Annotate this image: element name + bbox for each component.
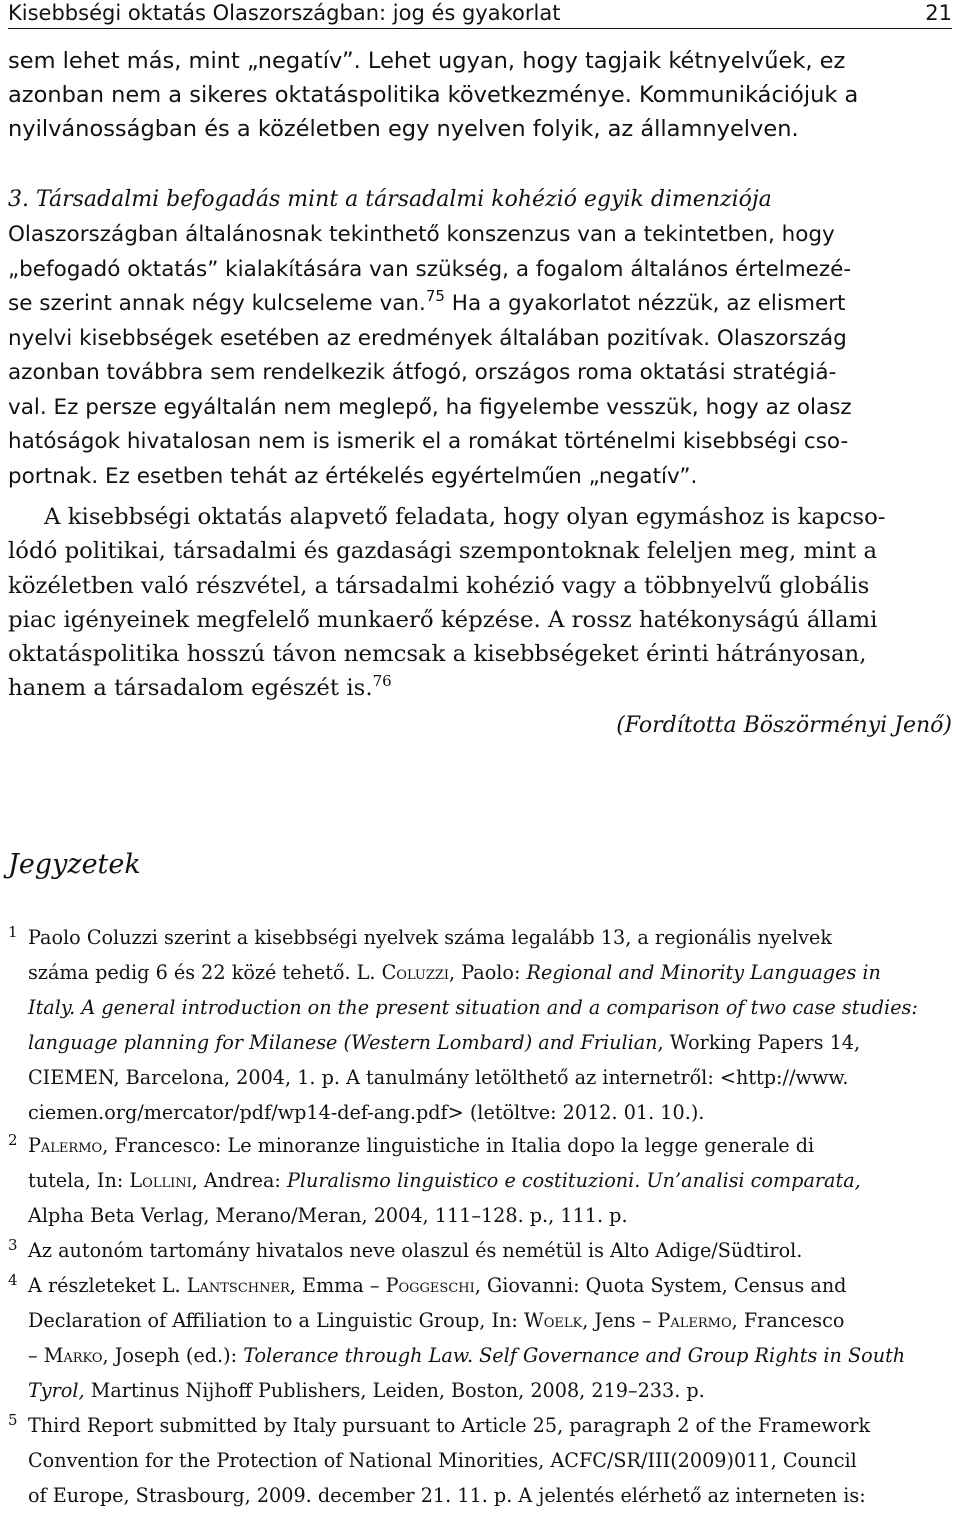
text-segment: , Andrea: [191, 1169, 287, 1192]
text-segment: hanem a társadalom egészét is. [8, 675, 373, 702]
footnote-number: 5 [8, 1411, 18, 1429]
author-name: Coluzzi [381, 961, 450, 984]
text-line: lódó politikai, társadalmi és gazdasági szempontoknak feleljen meg, mint a [8, 538, 878, 565]
text-segment: Martinus Nijhoff Publishers, Leiden, Boston, 2008, 219–233. p. [84, 1379, 705, 1402]
text-line [28, 1338, 952, 1373]
work-title: Italy. A general introduction on the present situation and a comparison of two case studies: [28, 996, 918, 1019]
work-title: Tolerance through Law. Self Governance and Group Rights in South [243, 1344, 906, 1367]
text-line [28, 1128, 952, 1163]
work-title: Pluralismo linguistico e costituzioni. Un’analisi comparata, [286, 1169, 861, 1192]
notes-heading: Jegyzetek [8, 849, 141, 880]
footnote-number: 1 [8, 923, 18, 941]
text-segment: tutela, In: [28, 1169, 130, 1192]
text-segment: A részleteket L. [28, 1274, 187, 1297]
footnote-ref-76[interactable]: 76 [372, 672, 392, 691]
text-line: Alpha Beta Verlag, Merano/Meran, 2004, 111–128. p., 111. p. [28, 1204, 628, 1227]
header-title: Kisebbségi oktatás Olaszországban: jog és gyakorlat [8, 1, 561, 25]
work-title: Regional and Minority Languages in [526, 961, 881, 984]
text-line [28, 955, 952, 990]
text-line: Paolo Coluzzi szerint a kisebbségi nyelvek száma legalább 13, a regionális nyelvek [28, 926, 832, 949]
author-name: Palermo [657, 1309, 732, 1332]
body-paragraph-1 [8, 218, 952, 494]
text-segment: Ha a gyakorlatot nézzük, az elismert [444, 291, 846, 316]
text-segment: , Francesco: Le minoranze linguistiche in Italia dopo la legge generale di [102, 1134, 815, 1157]
text-segment: , Jens – [582, 1309, 658, 1332]
text-line: of Europe, Strasbourg, 2009. december 21. 11. p. A jelentés elérhető az interneten is: [28, 1484, 866, 1507]
page-number: 21 [925, 1, 952, 25]
footnote-ref-75[interactable]: 75 [425, 287, 445, 305]
text-line [28, 1303, 952, 1338]
text-line: ciemen.org/mercator/pdf/wp14-def-ang.pdf> (letöltve: 2012. 01. 10.). [28, 1101, 705, 1124]
text-segment: , Emma – [289, 1274, 386, 1297]
text-line: hatóságok hivatalosan nem is ismerik el a romákat történelmi kisebbségi cso- [8, 429, 849, 454]
intro-paragraph [8, 44, 952, 146]
text-line: Third Report submitted by Italy pursuant to Article 25, paragraph 2 of the Framework [28, 1414, 871, 1437]
text-segment: , Giovanni: Quota System, Census and [474, 1274, 847, 1297]
text-line [8, 287, 952, 322]
text-line [8, 671, 952, 705]
text-line: oktatáspolitika hosszú távon nemcsak a kisebbségeket érinti hátrányosan, [8, 641, 867, 668]
author-name: Marko [43, 1344, 103, 1367]
text-line: azonban továbbra sem rendelkezik átfogó, országos roma oktatási stratégiá- [8, 360, 837, 385]
text-line [28, 990, 952, 1025]
text-segment: száma pedig 6 és 22 közé tehető. L. [28, 961, 382, 984]
footnote-number: 2 [8, 1131, 18, 1149]
text-segment: Declaration of Affiliation to a Linguistic Group, In: [28, 1309, 524, 1332]
text-line: „befogadó oktatás” kialakítására van szükség, a fogalom általános értelmezé- [8, 256, 852, 282]
text-line: Convention for the Protection of National Minorities, ACFC/SR/III(2009)011, Council [28, 1449, 857, 1472]
footnote-text [28, 1268, 952, 1408]
text-line: val. Ez persze egyáltalán nem meglepő, ha figyelembe vesszük, hogy az olasz [8, 394, 852, 420]
text-line [28, 1268, 952, 1303]
footnote-text [28, 1408, 952, 1513]
text-segment: , Paolo: [449, 961, 527, 984]
text-segment: , Working Papers 14, [657, 1031, 861, 1054]
author-name: Lantschner [186, 1274, 290, 1297]
translator-credit: (Fordította Böszörményi Jenő) [616, 713, 952, 738]
text-line: közéletben való részvétel, a társadalmi kohézió vagy a többnyelvű globális [8, 572, 870, 599]
author-name: Woelk [523, 1309, 583, 1332]
text-line: A kisebbségi oktatás alapvető feladata, hogy olyan egymáshoz is kapcso- [44, 504, 886, 530]
text-line: piac igényeinek megfelelő munkaerő képzése. A rossz hatékonyságú állami [8, 606, 878, 633]
footnote-text [28, 920, 952, 1130]
footnote-text [28, 1128, 952, 1233]
text-line: nyilvánosságban és a közéletben egy nyelven folyik, az államnyelven. [8, 116, 799, 142]
text-line: CIEMEN, Barcelona, 2004, 1. p. A tanulmány letölthető az internetről: <http://www. [28, 1066, 849, 1089]
text-line [28, 1373, 952, 1408]
body-paragraph-2 [8, 500, 952, 706]
text-line [28, 1163, 952, 1198]
footnote-number: 3 [8, 1236, 18, 1254]
text-line: azonban nem a sikeres oktatáspolitika következménye. Kommunikációjuk a [8, 82, 859, 108]
section-heading: 3. Társadalmi befogadás mint a társadalmi kohézió egyik dimenziója [8, 187, 772, 212]
work-title: language planning for Milanese (Western Lombard) and Friulian [28, 1031, 658, 1054]
text-line: portnak. Ez esetben tehát az értékelés egyértelműen „negatív”. [8, 463, 698, 489]
text-line: Olaszországban általánosnak tekinthető konszenzus van a tekintetben, hogy [8, 222, 835, 247]
text-line [28, 1025, 952, 1060]
author-name: Palermo [28, 1134, 103, 1157]
text-line: nyelvi kisebbségek esetében az eredmények általában pozitívak. Olaszország [8, 325, 847, 351]
footnote-text [28, 1233, 952, 1268]
running-header [8, 0, 952, 29]
text-segment: – [28, 1344, 44, 1367]
text-line: Az autonóm tartomány hivatalos neve olaszul és nemétül is Alto Adige/Südtirol. [28, 1239, 803, 1262]
author-name: Poggeschi [385, 1274, 475, 1297]
text-segment: se szerint annak négy kulcseleme van. [8, 291, 426, 316]
work-title: Tyrol, [28, 1379, 85, 1402]
text-segment: , Joseph (ed.): [102, 1344, 244, 1367]
text-segment: , Francesco [731, 1309, 845, 1332]
author-name: Lollini [129, 1169, 192, 1192]
footnote-number: 4 [8, 1271, 18, 1289]
text-line: sem lehet más, mint „negatív”. Lehet ugyan, hogy tagjaik kétnyelvűek, ez [8, 48, 846, 74]
